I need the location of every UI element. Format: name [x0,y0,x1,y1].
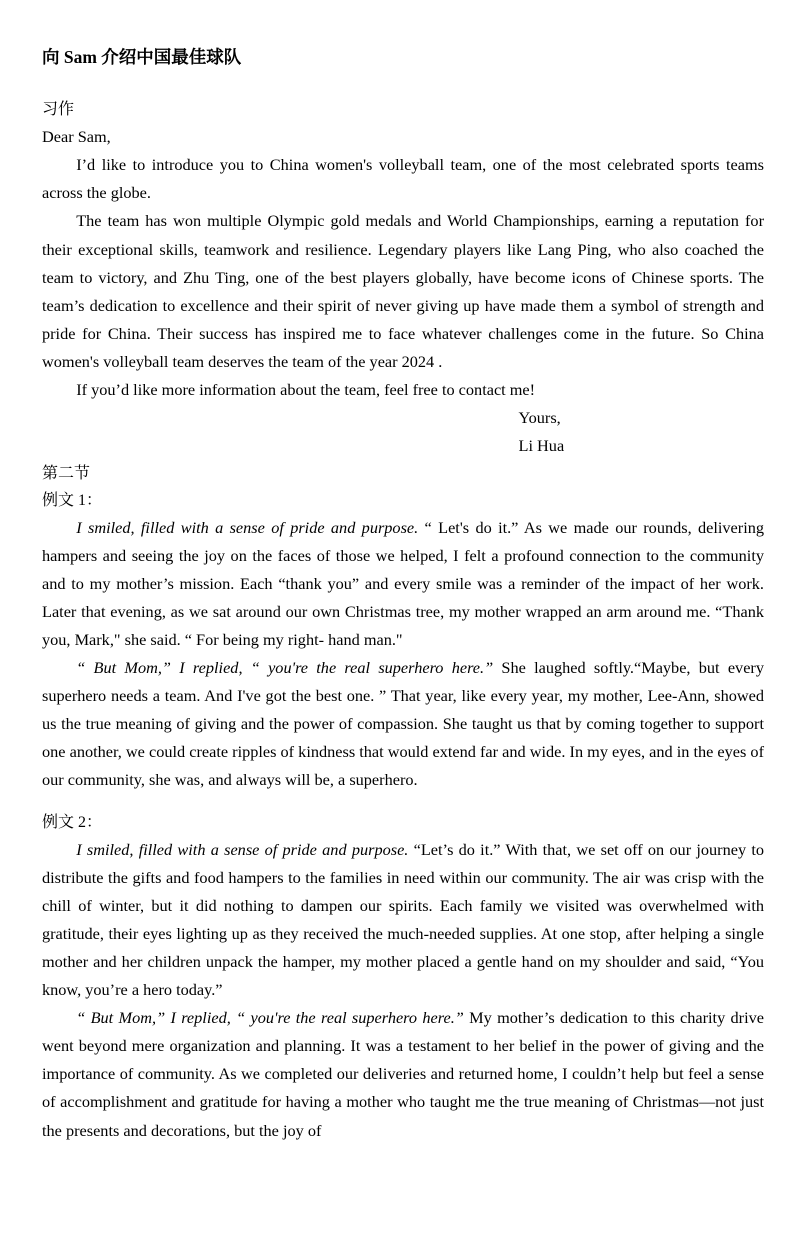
liwen1-text-2: She laughed softly.“Maybe, but every superhero needs a team. And I've got the best one. ” That year, like every year, my mother, Lee-Ann, showed us the true meaning of giving and the power of compassion. She taught us that by coming together to support one another, we could create ripples of kindness that would extend far and wide. In my eyes, and in the eyes of our community, she was, and always will be, a superhero. [42,658,764,790]
section-liwen-2 [42,809,764,1144]
liwen2-paragraph-1 [42,836,764,1004]
liwen2-text-1: “Let’s do it.” With that, we set off on our journey to distribute the gifts and food hampers to the families in need within our community. The air was crisp with the chill of winter, but it did nothing to dampen our spirits. Each family we visited was overwhelmed with gratitude, their eyes lighting up as they received the much-needed supplies. At one stop, after helping a single mother and her children unpack the hamper, my mother placed a gentle hand on my shoulder and said, “You know, you’re a hero today.” [42,840,765,1000]
liwen2-paragraph-2 [42,1004,764,1144]
signature-name: Li Hua [518,435,565,455]
liwen1-paragraph-2 [42,654,764,794]
paragraph-body: The team has won multiple Olympic gold medals and World Championships, earning a reputation for their exceptional skills, teamwork and resilience. Legendary players like Lang Ping, who also coached the team to victory, and Zhu Ting, one of the best players globally, have become icons of Chinese sports. The team’s dedication to excellence and their spirit of never giving up have made them a symbol of strength and pride for China. Their success has inspired me to face whatever challenges come in the future. So China women's volleyball team deserves the team of the year 2024 . [42,211,764,371]
liwen1-italic-lead-1: I smiled, filled with a sense of pride and purpose. [76,518,419,537]
section-sublabel-liwen-1: 例文 1： [42,491,103,509]
liwen1-italic-lead-2: “ But Mom,” I replied, “ you're the real superhero here.” [76,658,494,678]
paragraph-closing: If you’d like more information about the team, feel free to contact me! [76,379,536,399]
liwen1-paragraph-1 [42,514,764,654]
paragraph-intro: I’d like to introduce you to China women's volleyball team, one of the most celebrated sports teams across the globe. [42,155,764,203]
section-xizuo [42,96,764,459]
signature-yours: Yours, [518,407,561,427]
salutation-line: Dear Sam, [42,127,111,147]
page-title: 向 Sam 介绍中国最佳球队 [42,47,242,67]
liwen2-text-2: My mother’s dedication to this charity drive went beyond mere organization and planning. It was a testament to her belief in the power of giving and the importance of community. As we completed our deliveries and returned home, I couldn’t help but feel a sense of accomplishment and gratitude for having a mother who taught me the true meaning of Christmas—not just the presents and decorations, but the joy of [42,1008,764,1140]
section-label-xizuo: 习作 [42,101,75,119]
liwen1-text-1: “ Let's do it.” As we made our rounds, delivering hampers and seeing the joy on the faces of those we helped, I felt a profound connection to the community and to my mother’s mission. Each “thank you” and every smile was a reminder of the impact of her work. Later that evening, as we sat around our own Christmas tree, my mother wrapped an arm around me. “Thank you, Mark," she said. “ For being my right- hand man." [42,518,765,650]
section-label-dierjie: 第二节 [42,464,91,482]
section-sublabel-liwen-2: 例文 2： [42,814,103,832]
liwen2-italic-lead-1: I smiled, filled with a sense of pride and purpose. [76,840,409,860]
section-dierjie [42,460,764,795]
liwen2-italic-lead-2: “ But Mom,” I replied, “ you're the real superhero here.” [76,1008,464,1028]
